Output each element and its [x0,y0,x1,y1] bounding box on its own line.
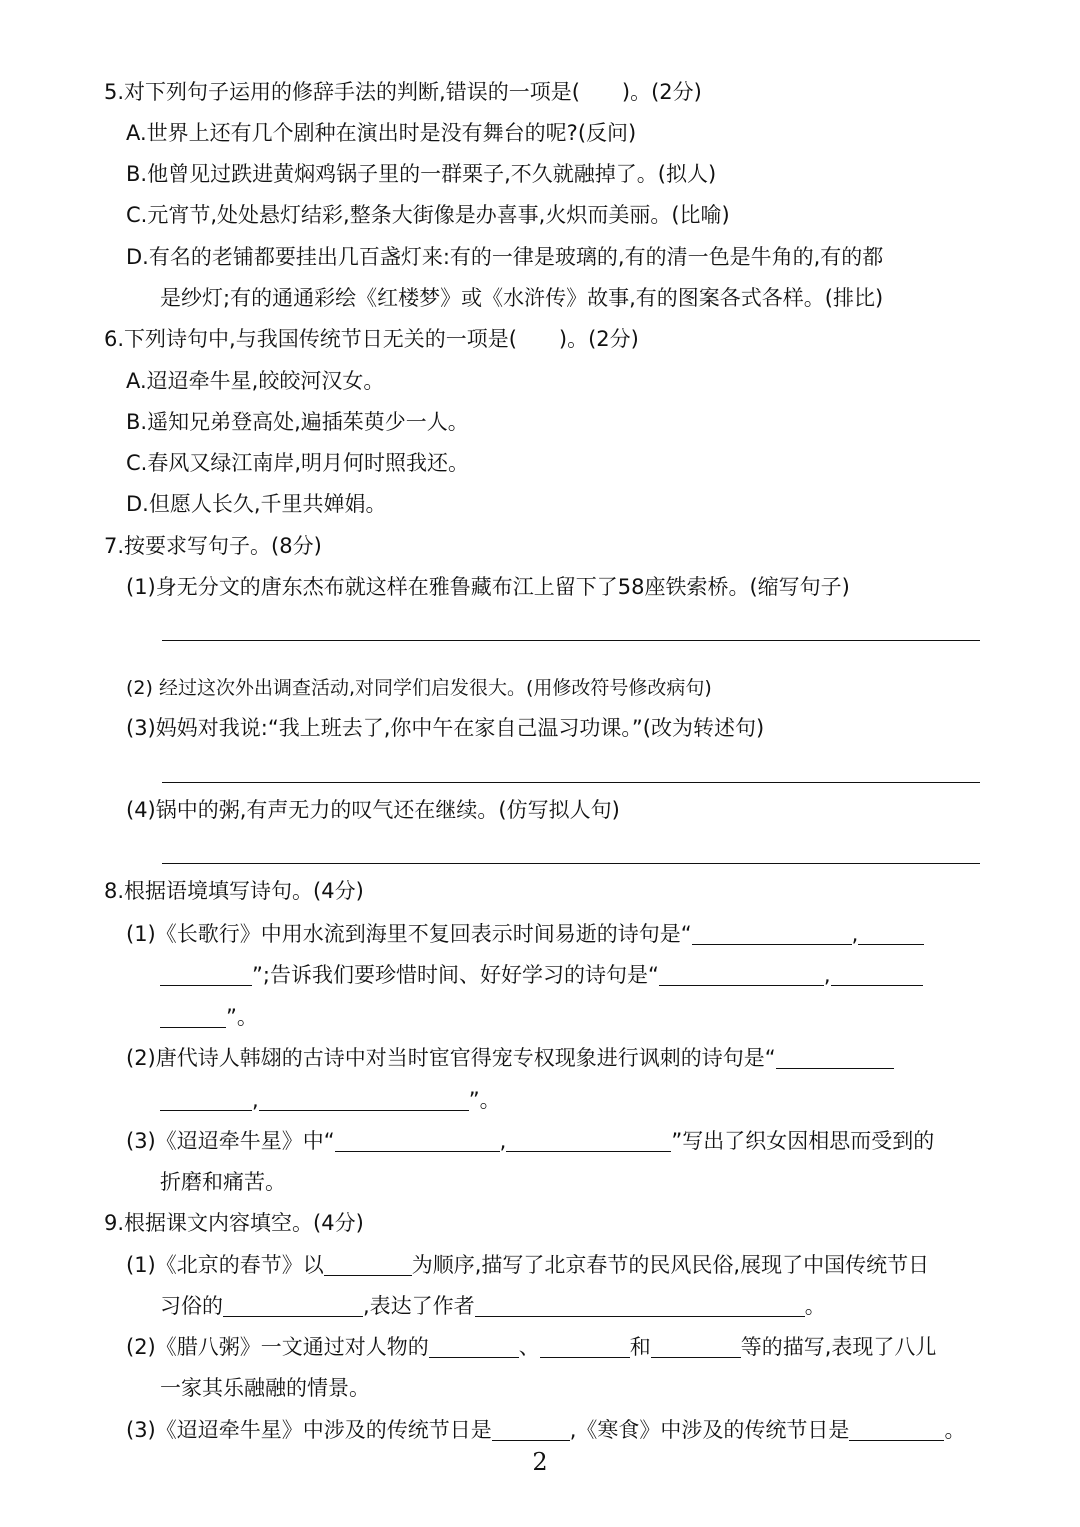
q9-sub1-text-c: 习俗的 [160,1294,223,1318]
q8-sub3-text-a: (3)《迢迢牵牛星》中“ [126,1129,335,1153]
comma: , [851,922,859,946]
q7-sub2: (2) 经过这次外出调查活动,对同学们启发很大。(用修改符号修改病句) [126,677,712,699]
fill-blank[interactable] [506,1129,671,1152]
q9-sub1-line1 [126,1251,929,1279]
comma: , [499,1129,507,1153]
q9-sub1-line2 [160,1292,826,1320]
q5-option-b: B.他曾见过跌进黄焖鸡锅子里的一群栗子,不久就融掉了。(拟人) [126,162,717,186]
q9-sub2-text-c: 和 [629,1335,651,1359]
q8-sub3-line1 [126,1127,934,1155]
q8-sub3-text-b: ”写出了织女因相思而受到的 [671,1129,935,1153]
fill-blank[interactable] [160,1088,252,1111]
q9-sub1-text-a: (1)《北京的春节》以 [126,1253,324,1277]
fill-blank[interactable] [160,1005,226,1028]
q7-sub1: (1)身无分文的唐东杰布就这样在雅鲁藏布江上留下了58座铁索桥。(缩写句子) [126,575,850,599]
comma: , [252,1088,259,1112]
q8-sub2-line1 [126,1044,894,1072]
q5-option-d-line2: 是纱灯;有的通通彩绘《红楼梦》或《水浒传》故事,有的图案各式各样。(排比) [160,286,884,310]
q7-sub1-answer-line[interactable] [162,640,980,641]
q7-sub4-answer-line[interactable] [162,863,980,864]
q5-stem: 5.对下列句子运用的修辞手法的判断,错误的一项是( )。(2分) [104,80,702,104]
q9-sub1-text-b: 为顺序,描写了北京春节的民风民俗,展现了中国传统节日 [411,1253,930,1277]
fill-blank[interactable] [831,963,923,986]
q9-sub2-text-b: 、 [518,1335,540,1359]
q9-sub3-text-c: 。 [944,1418,966,1442]
fill-blank[interactable] [858,922,924,945]
q9-sub2-line1 [126,1333,936,1361]
q6-option-b: B.遥知兄弟登高处,遍插茱萸少一人。 [126,410,469,434]
q9-stem: 9.根据课文内容填空。(4分) [104,1211,364,1235]
q7-sub3-answer-line[interactable] [162,782,980,783]
q6-option-d: D.但愿人长久,千里共婵娟。 [126,492,387,516]
fill-blank[interactable] [540,1335,630,1358]
fill-blank[interactable] [492,1418,570,1441]
q8-sub1-line1 [126,920,924,948]
fill-blank[interactable] [651,1335,741,1358]
fill-blank[interactable] [692,922,852,945]
q5-option-a: A.世界上还有几个剧种在演出时是没有舞台的呢?(反问) [126,121,637,145]
comma: , [823,963,831,987]
q6-option-c: C.春风又绿江南岸,明月何时照我还。 [126,451,470,475]
page-number: 2 [532,1448,548,1476]
q8-sub1-line2 [160,961,923,989]
q9-sub2-text-a: (2)《腊八粥》一文通过对人物的 [126,1335,429,1359]
q8-sub2-end: ”。 [468,1088,501,1112]
fill-blank[interactable] [429,1335,519,1358]
q9-sub3-text-a: (3)《迢迢牵牛星》中涉及的传统节日是 [126,1418,492,1442]
q9-sub2-text-d: 等的描写,表现了八儿 [740,1335,937,1359]
q8-sub3-line2: 折磨和痛苦。 [160,1170,286,1194]
q8-sub2-text-a: (2)唐代诗人韩翃的古诗中对当时宦官得宠专权现象进行讽刺的诗句是“ [126,1046,776,1070]
fill-blank[interactable] [223,1294,363,1317]
q9-sub2-line2: 一家其乐融融的情景。 [160,1376,370,1400]
q7-sub4: (4)锅中的粥,有声无力的叹气还在继续。(仿写拟人句) [126,798,620,822]
q9-sub1-text-e: 。 [804,1294,826,1318]
q8-sub2-line2 [160,1086,501,1114]
fill-blank[interactable] [259,1088,469,1111]
fill-blank[interactable] [335,1129,500,1152]
q6-stem: 6.下列诗句中,与我国传统节日无关的一项是( )。(2分) [104,327,639,351]
q6-option-a: A.迢迢牵牛星,皎皎河汉女。 [126,369,385,393]
q8-stem: 8.根据语境填写诗句。(4分) [104,879,364,903]
fill-blank[interactable] [324,1253,412,1276]
q9-sub1-text-d: ,表达了作者 [363,1294,475,1318]
fill-blank[interactable] [849,1418,944,1441]
q7-sub3: (3)妈妈对我说:“我上班去了,你中午在家自己温习功课。”(改为转述句) [126,716,765,740]
q5-option-c: C.元宵节,处处悬灯结彩,整条大街像是办喜事,火炽而美丽。(比喻) [126,203,730,227]
fill-blank[interactable] [475,1294,805,1317]
q8-sub1-end: ”。 [226,1005,258,1029]
q8-sub1-line3 [160,1003,258,1031]
q5-option-d-line1: D.有名的老铺都要挂出几百盏灯来:有的一律是玻璃的,有的清一色是牛角的,有的都 [126,245,884,269]
fill-blank[interactable] [659,963,824,986]
q9-sub3-line1 [126,1416,965,1444]
q8-sub1-text-b: ”;告诉我们要珍惜时间、好好学习的诗句是“ [252,963,659,987]
fill-blank[interactable] [776,1046,894,1069]
fill-blank[interactable] [160,963,252,986]
q7-stem: 7.按要求写句子。(8分) [104,534,322,558]
q8-sub1-text-a: (1)《长歌行》中用水流到海里不复回表示时间易逝的诗句是“ [126,922,692,946]
q9-sub3-text-b: ,《寒食》中涉及的传统节日是 [569,1418,850,1442]
